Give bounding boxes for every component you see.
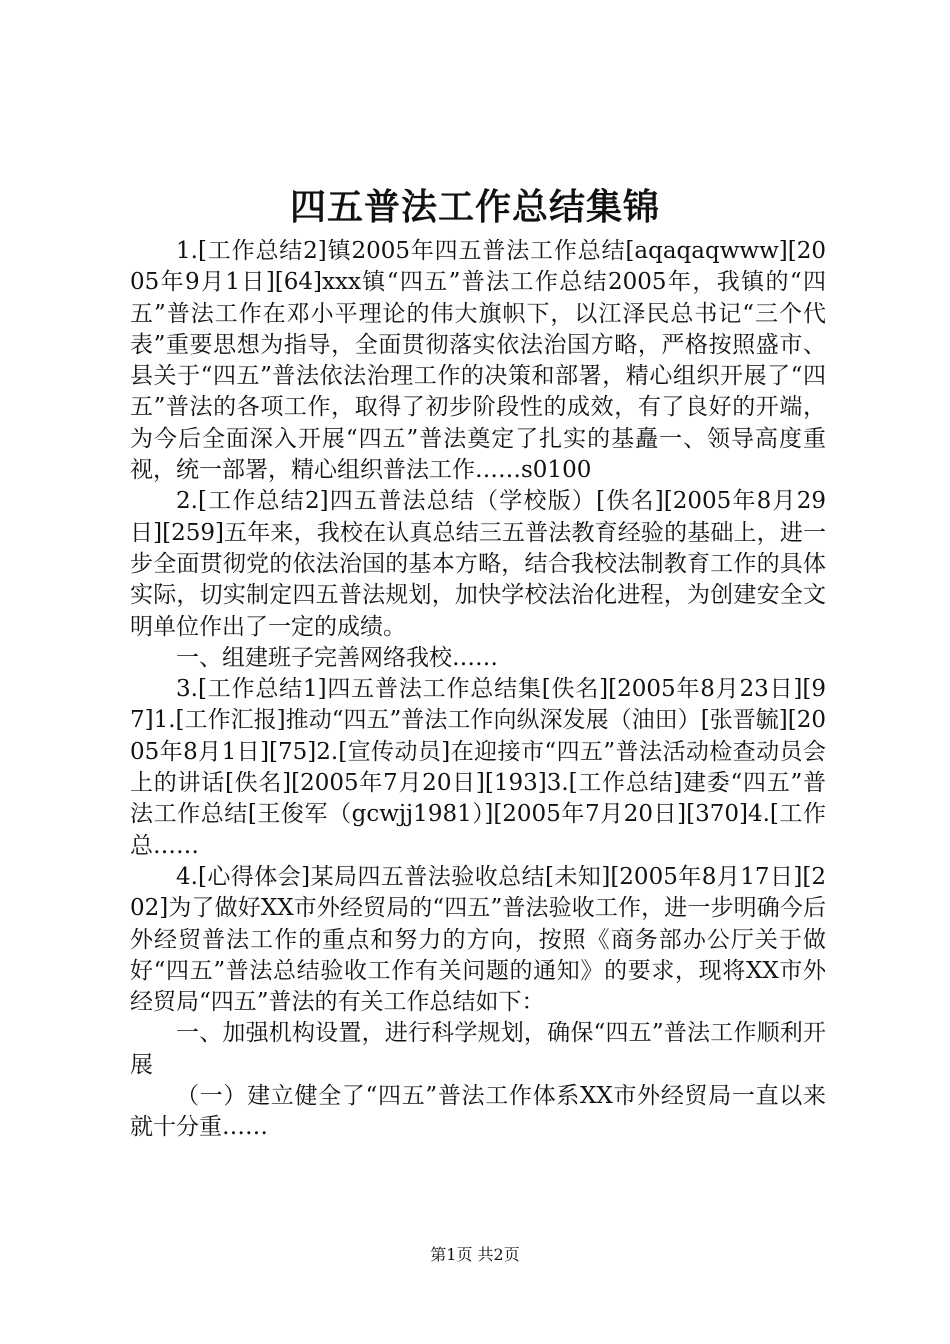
paragraph-7: （一）建立健全了“四五”普法工作体系XX市外经贸局一直以来就十分重…… (130, 1083, 826, 1141)
page-number-footer: 第1页 共2页 (430, 1245, 520, 1264)
paragraph-5: 4.[心得体会]某局四五普法验收总结[未知][2005年8月17日][202]为了做好XX市外经贸局的“四五”普法验收工作，进一步明确今后外经贸普法工作的重点和努力的方向，按照《商务部办公厅关于做好“四五”普法总结验收工作有关问题的通知》的要求，现将XX市外经贸局“四五”普法的有关工作总结如下： (130, 863, 826, 1016)
paragraph-2: 2.[工作总结2]四五普法总结（学校版）[佚名][2005年8月29日][259]五年来，我校在认真总结三五普法教育经验的基础上，进一步全面贯彻党的依法治国的基本方略，结合我校法制教育工作的具体实际，切实制定四五普法规划，加快学校法治化进程，为创建安全文明单位作出了一定的成绩。 (130, 488, 826, 640)
document-body (130, 236, 826, 1144)
paragraph-6: 一、加强机构设置，进行科学规划，确保“四五”普法工作顺利开展 (130, 1020, 826, 1078)
paragraph-4: 3.[工作总结1]四五普法工作总结集[佚名][2005年8月23日][97]1.[工作汇报]推动“四五”普法工作向纵深发展（油田）[张晋毓][2005年8月1日][75]2.[宣传动员]在迎接市“四五”普法活动检查动员会上的讲话[佚名][2005年7月20日][193]3.[工作总结]建委“四五”普法工作总结[王俊军（gcwjj1981）][2005年7月20日][370]4.[工作总…… (130, 676, 826, 859)
paragraph-3: 一、组建班子完善网络我校…… (176, 644, 498, 671)
paragraph-1: 1.[工作总结2]镇2005年四五普法工作总结[aqaqaqwww][2005年9月1日][64]xxx镇“四五”普法工作总结2005年，我镇的“四五”普法工作在邓小平理论的伟大旗帜下，以江泽民总书记“三个代表”重要思想为指导，全面贯彻落实依法治国方略，严格按照盛市、县关于“四五”普法依法治理工作的决策和部署，精心组织开展了“四五”普法的各项工作，取得了初步阶段性的成效，有了良好的开端，为今后全面深入开展“四五”普法奠定了扎实的基矗一、领导高度重视，统一部署，精心组织普法工作……s0100 (130, 238, 826, 484)
document-title: 四五普法工作总结集锦 (289, 186, 660, 228)
